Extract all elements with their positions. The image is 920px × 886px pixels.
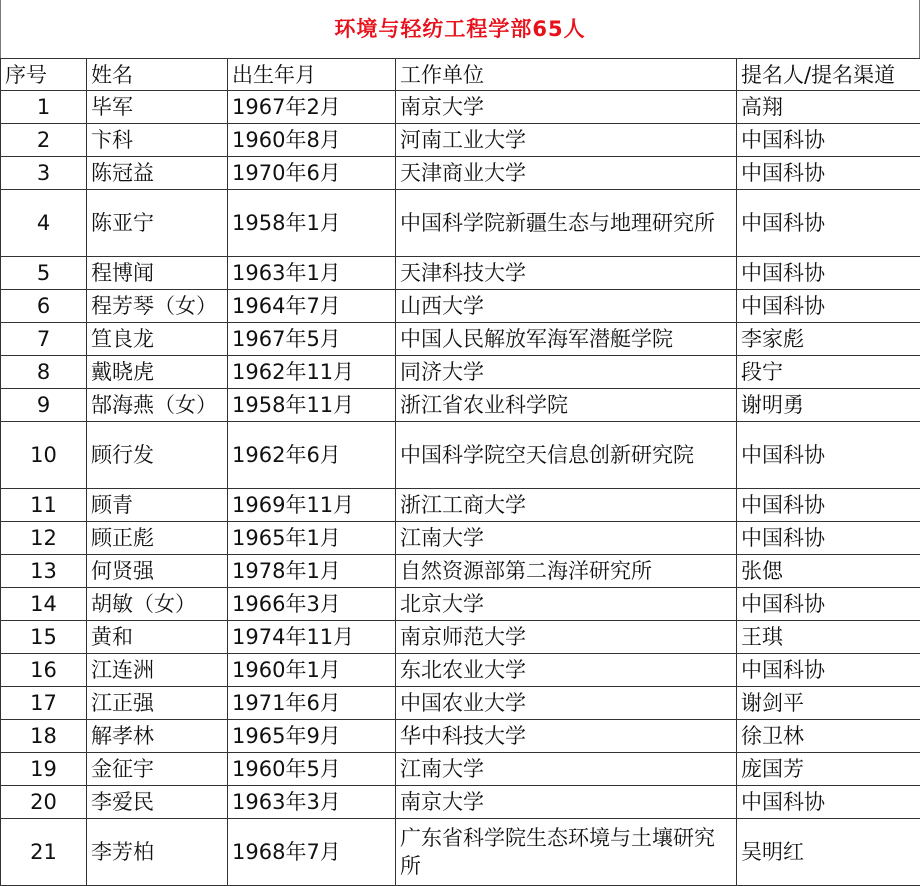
name-cell: 戴晓虎 <box>87 356 228 389</box>
name-cell: 顾青 <box>87 489 228 522</box>
name-cell: 江正强 <box>87 687 228 720</box>
work-unit-cell: 广东省科学院生态环境与土壤研究所 <box>396 819 737 886</box>
birth-date-cell: 1974年11月 <box>228 621 396 654</box>
work-unit-cell: 华中科技大学 <box>396 720 737 753</box>
nominator-cell: 李家彪 <box>737 323 920 356</box>
name-cell: 江连洲 <box>87 654 228 687</box>
row-number-cell: 11 <box>1 489 87 522</box>
work-unit-cell: 中国农业大学 <box>396 687 737 720</box>
row-number-cell: 2 <box>1 124 87 157</box>
name-cell: 李爱民 <box>87 786 228 819</box>
row-number-cell: 17 <box>1 687 87 720</box>
birth-date-cell: 1965年1月 <box>228 522 396 555</box>
row-number-cell: 15 <box>1 621 87 654</box>
birth-date-cell: 1967年5月 <box>228 323 396 356</box>
nominator-cell: 中国科协 <box>737 157 920 190</box>
nominator-cell: 谢明勇 <box>737 389 920 422</box>
nominator-cell: 中国科协 <box>737 124 920 157</box>
row-number-cell: 6 <box>1 290 87 323</box>
name-cell: 陈冠益 <box>87 157 228 190</box>
name-cell: 黄和 <box>87 621 228 654</box>
work-unit-cell: 山西大学 <box>396 290 737 323</box>
birth-date-cell: 1960年8月 <box>228 124 396 157</box>
table-row <box>1 687 920 720</box>
nominator-cell: 吴明红 <box>737 819 920 886</box>
work-unit-cell: 中国人民解放军海军潜艇学院 <box>396 323 737 356</box>
name-cell: 何贤强 <box>87 555 228 588</box>
work-unit-cell: 自然资源部第二海洋研究所 <box>396 555 737 588</box>
table-row <box>1 654 920 687</box>
work-unit-cell: 天津商业大学 <box>396 157 737 190</box>
birth-date-cell: 1964年7月 <box>228 290 396 323</box>
work-unit-cell: 浙江工商大学 <box>396 489 737 522</box>
birth-date-cell: 1960年1月 <box>228 654 396 687</box>
table-row <box>1 786 920 819</box>
sheet-title: 环境与轻纺工程学部65人 <box>0 0 920 58</box>
name-cell: 顾正彪 <box>87 522 228 555</box>
nominator-cell: 段宁 <box>737 356 920 389</box>
table-row <box>1 157 920 190</box>
nominator-cell: 中国科协 <box>737 654 920 687</box>
row-number-cell: 21 <box>1 819 87 886</box>
row-number-cell: 14 <box>1 588 87 621</box>
table-row <box>1 389 920 422</box>
table-row <box>1 323 920 356</box>
work-unit-cell: 南京师范大学 <box>396 621 737 654</box>
nominator-cell: 张偲 <box>737 555 920 588</box>
birth-date-cell: 1958年1月 <box>228 190 396 257</box>
table-row <box>1 91 920 124</box>
work-unit-cell: 南京大学 <box>396 91 737 124</box>
name-cell: 李芳柏 <box>87 819 228 886</box>
birth-date-cell: 1969年11月 <box>228 489 396 522</box>
table-row <box>1 588 920 621</box>
table-row <box>1 190 920 257</box>
birth-date-cell: 1963年1月 <box>228 257 396 290</box>
nominator-cell: 中国科协 <box>737 290 920 323</box>
table-row <box>1 489 920 522</box>
row-number-cell: 9 <box>1 389 87 422</box>
birth-date-cell: 1967年2月 <box>228 91 396 124</box>
row-number-cell: 19 <box>1 753 87 786</box>
table-row <box>1 522 920 555</box>
row-number-cell: 20 <box>1 786 87 819</box>
table-row <box>1 753 920 786</box>
name-cell: 解孝林 <box>87 720 228 753</box>
nominator-cell: 高翔 <box>737 91 920 124</box>
name-cell: 毕军 <box>87 91 228 124</box>
work-unit-cell: 中国科学院空天信息创新研究院 <box>396 422 737 489</box>
birth-date-cell: 1960年5月 <box>228 753 396 786</box>
column-header-nominator: 提名人/提名渠道 <box>737 59 920 91</box>
birth-date-cell: 1962年6月 <box>228 422 396 489</box>
work-unit-cell: 浙江省农业科学院 <box>396 389 737 422</box>
nominator-cell: 中国科协 <box>737 257 920 290</box>
nominator-cell: 徐卫林 <box>737 720 920 753</box>
nominator-cell: 中国科协 <box>737 786 920 819</box>
row-number-cell: 4 <box>1 190 87 257</box>
name-cell: 程芳琴（女） <box>87 290 228 323</box>
table-row <box>1 124 920 157</box>
table-row <box>1 356 920 389</box>
row-number-cell: 3 <box>1 157 87 190</box>
work-unit-cell: 江南大学 <box>396 522 737 555</box>
table-row <box>1 290 920 323</box>
name-cell: 程博闻 <box>87 257 228 290</box>
nominator-cell: 中国科协 <box>737 588 920 621</box>
name-cell: 陈亚宁 <box>87 190 228 257</box>
nominator-cell: 中国科协 <box>737 522 920 555</box>
name-cell: 笪良龙 <box>87 323 228 356</box>
work-unit-cell: 东北农业大学 <box>396 654 737 687</box>
nominator-cell: 中国科协 <box>737 190 920 257</box>
birth-date-cell: 1971年6月 <box>228 687 396 720</box>
row-number-cell: 12 <box>1 522 87 555</box>
header-row <box>1 59 920 91</box>
work-unit-cell: 中国科学院新疆生态与地理研究所 <box>396 190 737 257</box>
name-cell: 卞科 <box>87 124 228 157</box>
work-unit-cell: 天津科技大学 <box>396 257 737 290</box>
table-row <box>1 720 920 753</box>
birth-date-cell: 1963年3月 <box>228 786 396 819</box>
candidate-table <box>0 58 920 886</box>
birth-date-cell: 1978年1月 <box>228 555 396 588</box>
birth-date-cell: 1958年11月 <box>228 389 396 422</box>
birth-date-cell: 1965年9月 <box>228 720 396 753</box>
name-cell: 顾行发 <box>87 422 228 489</box>
nominator-cell: 中国科协 <box>737 422 920 489</box>
column-header-name: 姓名 <box>87 59 228 91</box>
birth-date-cell: 1970年6月 <box>228 157 396 190</box>
work-unit-cell: 河南工业大学 <box>396 124 737 157</box>
birth-date-cell: 1962年11月 <box>228 356 396 389</box>
table-row <box>1 621 920 654</box>
column-header-no: 序号 <box>1 59 87 91</box>
name-cell: 金征宇 <box>87 753 228 786</box>
work-unit-cell: 江南大学 <box>396 753 737 786</box>
row-number-cell: 13 <box>1 555 87 588</box>
table-row <box>1 819 920 886</box>
work-unit-cell: 同济大学 <box>396 356 737 389</box>
column-header-unit: 工作单位 <box>396 59 737 91</box>
birth-date-cell: 1966年3月 <box>228 588 396 621</box>
row-number-cell: 16 <box>1 654 87 687</box>
nominator-cell: 王琪 <box>737 621 920 654</box>
row-number-cell: 8 <box>1 356 87 389</box>
row-number-cell: 10 <box>1 422 87 489</box>
row-number-cell: 7 <box>1 323 87 356</box>
table-row <box>1 257 920 290</box>
row-number-cell: 5 <box>1 257 87 290</box>
name-cell: 胡敏（女） <box>87 588 228 621</box>
work-unit-cell: 北京大学 <box>396 588 737 621</box>
row-number-cell: 1 <box>1 91 87 124</box>
birth-date-cell: 1968年7月 <box>228 819 396 886</box>
table-row <box>1 555 920 588</box>
column-header-birth: 出生年月 <box>228 59 396 91</box>
nominator-cell: 庞国芳 <box>737 753 920 786</box>
row-number-cell: 18 <box>1 720 87 753</box>
work-unit-cell: 南京大学 <box>396 786 737 819</box>
name-cell: 郜海燕（女） <box>87 389 228 422</box>
nominator-cell: 中国科协 <box>737 489 920 522</box>
nominator-cell: 谢剑平 <box>737 687 920 720</box>
table-row <box>1 422 920 489</box>
